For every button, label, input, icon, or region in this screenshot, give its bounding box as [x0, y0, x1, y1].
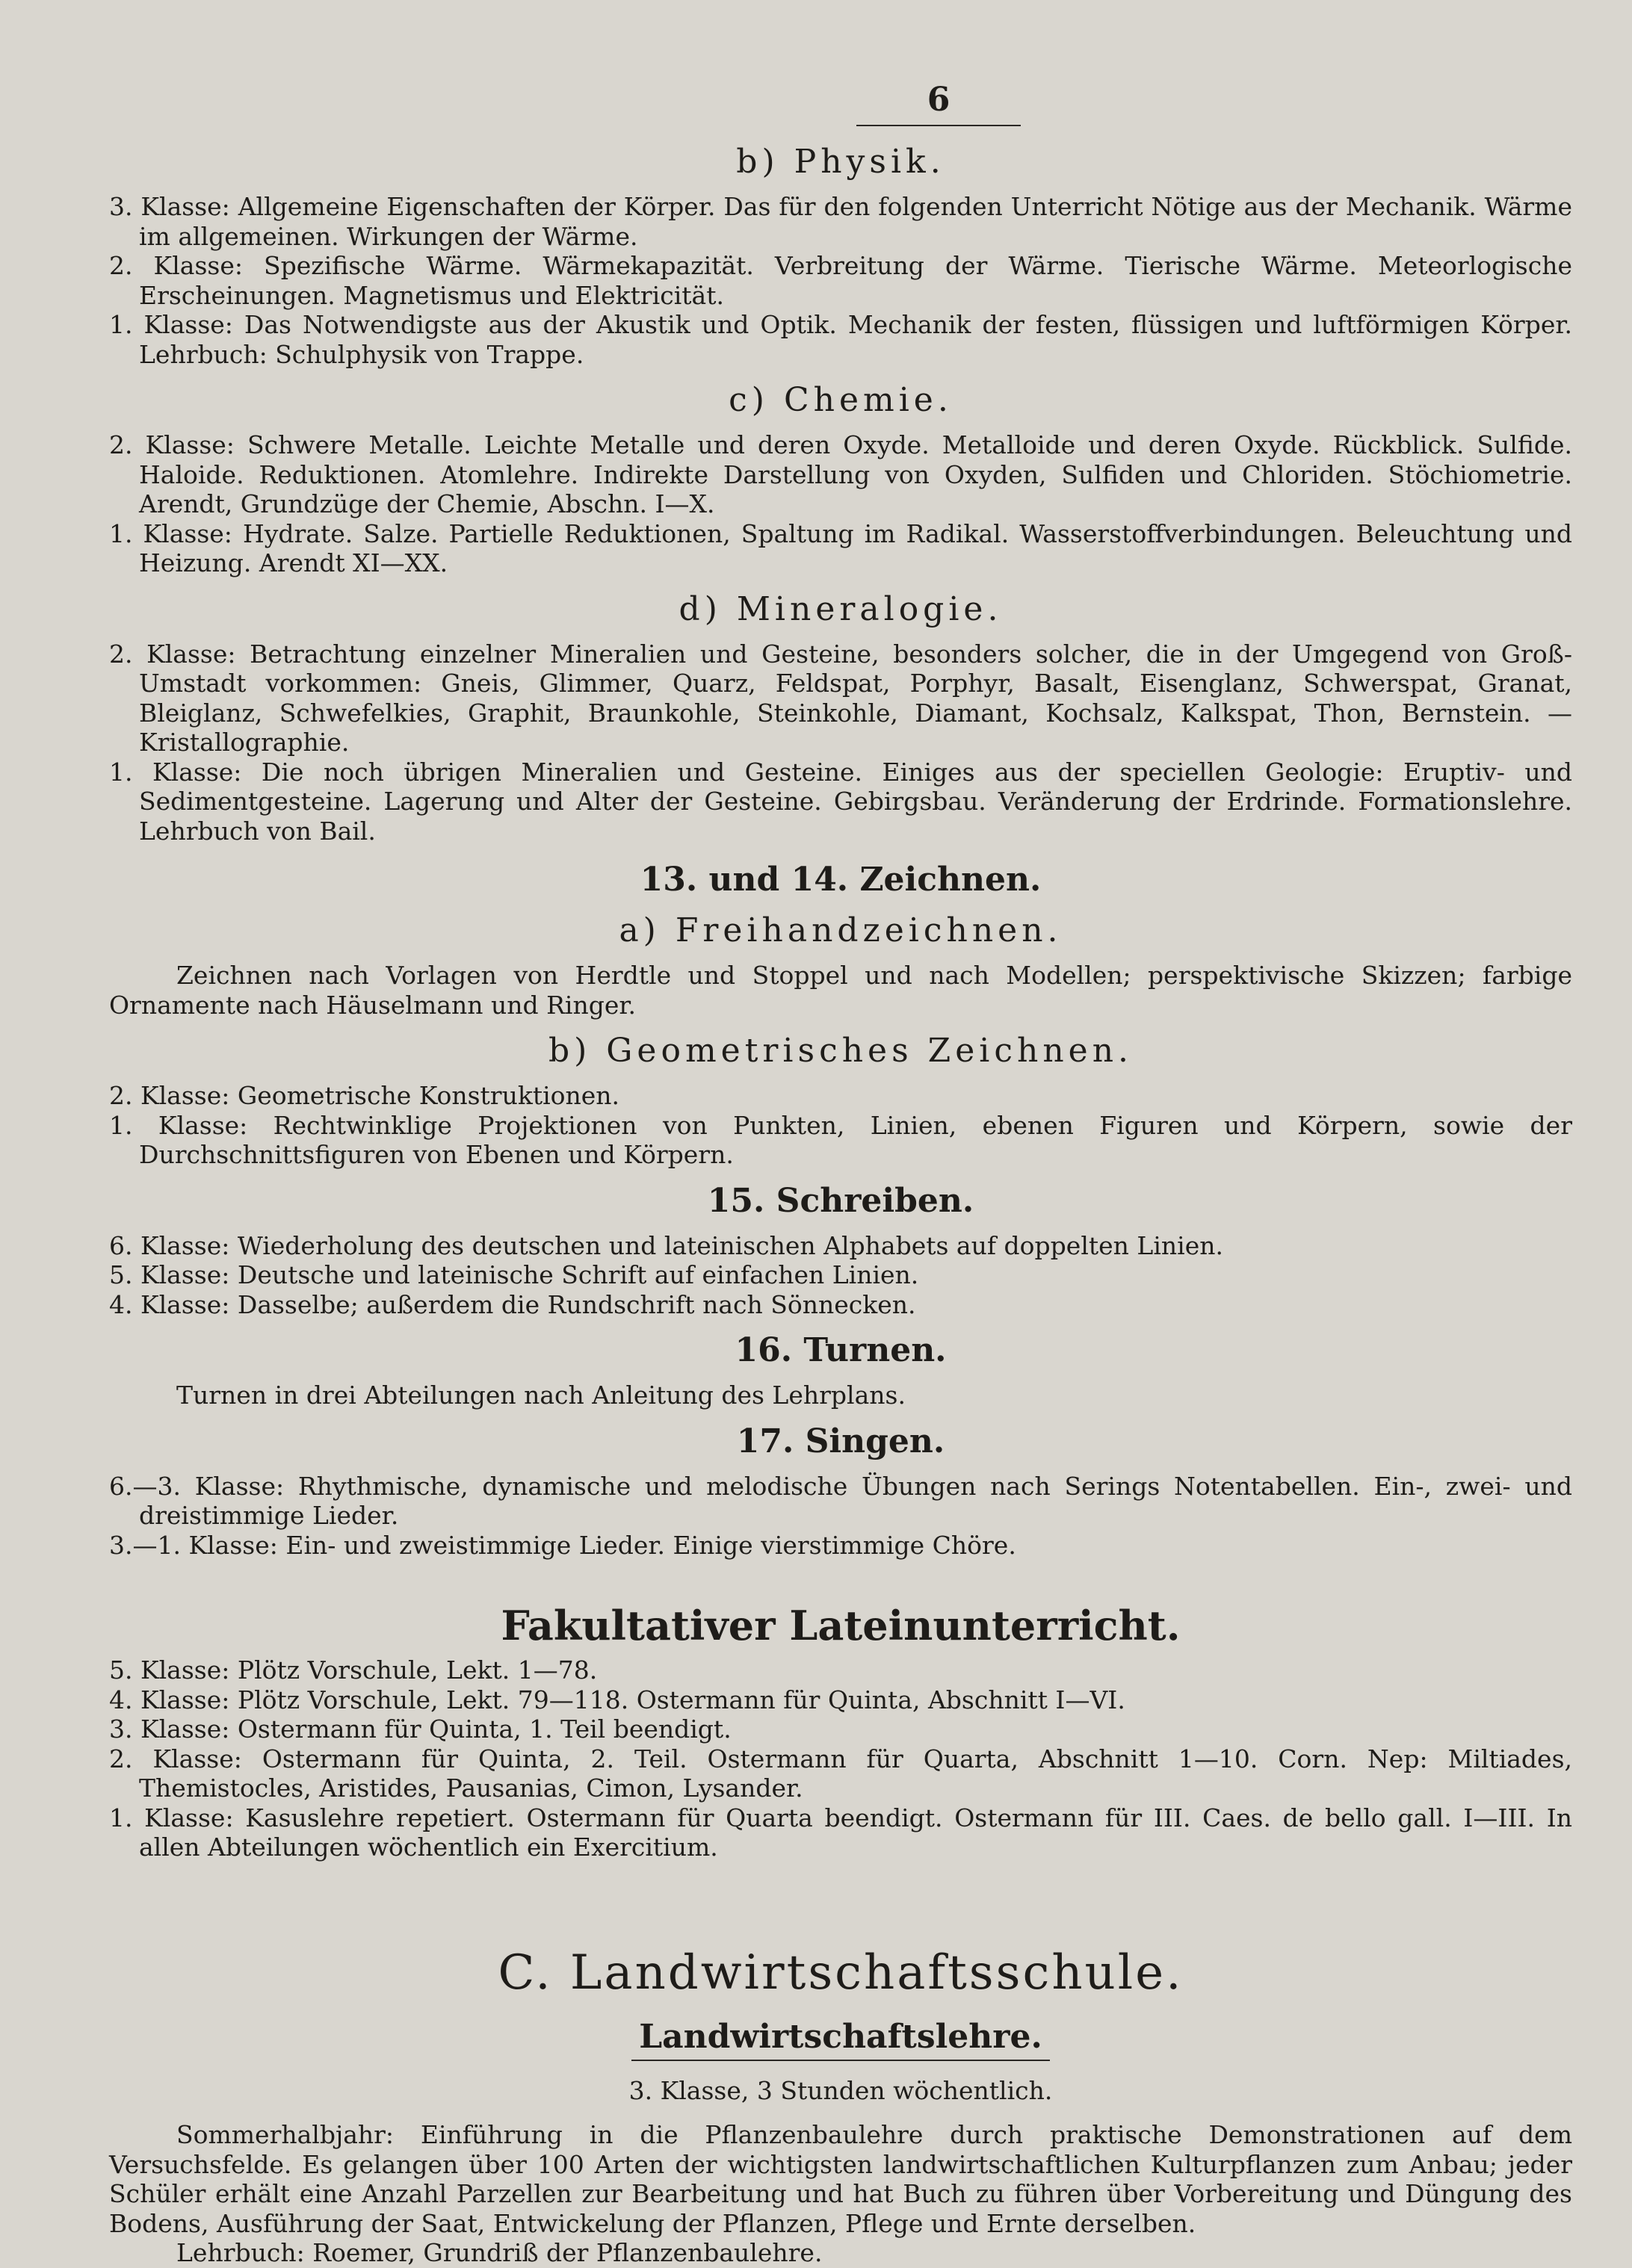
- singen-entry-6-3: 6.—3. Klasse: Rhythmische, dynamische und melodische Übungen nach Serings Notentabellen. Ein-, zwei- und dreistimmige Lieder.: [109, 1471, 1572, 1530]
- schreiben-entry-5: 5. Klasse: Deutsche und lateinische Schrift auf einfachen Linien.: [109, 1260, 919, 1289]
- page-number: 6: [856, 81, 1021, 126]
- physik-heading: b) Physik.: [736, 143, 945, 181]
- latein-entry-2: 2. Klasse: Ostermann für Quinta, 2. Teil. Ostermann für Quarta, Abschnitt 1—10. Corn. Nep: Miltiades, Themistocles, Aristides, Pausanias, Cimon, Lysander.: [109, 1744, 1572, 1803]
- schreiben-entry-6: 6. Klasse: Wiederholung des deutschen und lateinischen Alphabets auf doppelten Linien.: [109, 1230, 1223, 1260]
- mineralogie-entry-1: 1. Klasse: Die noch übrigen Mineralien und Gesteine. Einiges aus der speciellen Geologie: Eruptiv- und Sedimentgesteine. Lagerung und Alter der Gesteine. Gebirgsbau. Veränderung der Erdrinde. Formationslehre. Lehrbuch von Bail.: [109, 757, 1572, 846]
- physik-entry-3: 3. Klasse: Allgemeine Eigenschaften der Körper. Das für den folgenden Unterricht Nötige aus der Mechanik. Wärme im allgemeinen. Wirkungen der Wärme.: [109, 192, 1572, 251]
- latein-entry-3: 3. Klasse: Ostermann für Quinta, 1. Teil beendigt.: [109, 1714, 732, 1744]
- geometrisch-entry-2: 2. Klasse: Geometrische Konstruktionen.: [109, 1081, 620, 1110]
- mineralogie-entry-2: 2. Klasse: Betrachtung einzelner Mineralien und Gesteine, besonders solcher, die in der Umgegend von Groß-Umstadt vorkommen: Gneis, Glimmer, Quarz, Feldspat, Porphyr, Basalt, Eisenglanz, Schwerspat, Granat, Bleiglanz, Schwefelkies, Graphit, Braunkohle, Steinkohle, Diamant, Kochsalz, Kalkspat, Thon, Bernstein. — Kristallographie.: [109, 639, 1572, 757]
- turnen-heading: 16. Turnen.: [735, 1331, 947, 1369]
- geometrisch-entry-1: 1. Klasse: Rechtwinklige Projektionen von Punkten, Linien, ebenen Figuren und Körpern, sowie der Durchschnittsfiguren von Ebenen und Körpern.: [109, 1110, 1572, 1169]
- landwirtschaft-subtitle: Landwirtschaftslehre.: [631, 2016, 1050, 2061]
- zeichnen-heading: 13. und 14. Zeichnen.: [640, 861, 1042, 899]
- latein-entry-4: 4. Klasse: Plötz Vorschule, Lekt. 79—118. Ostermann für Quinta, Abschnitt I—VI.: [109, 1685, 1125, 1714]
- turnen-text: Turnen in drei Abteilungen nach Anleitung des Lehrplans.: [176, 1381, 906, 1410]
- schreiben-entry-4: 4. Klasse: Dasselbe; außerdem die Rundschrift nach Sönnecken.: [109, 1289, 916, 1319]
- latein-entry-5: 5. Klasse: Plötz Vorschule, Lekt. 1—78.: [109, 1655, 598, 1685]
- mineralogie-heading: d) Mineralogie.: [679, 589, 1003, 628]
- physik-entry-2: 2. Klasse: Spezifische Wärme. Wärmekapazität. Verbreitung der Wärme. Tierische Wärme. Meteorlogische Erscheinungen. Magnetismus und Elektricität.: [109, 251, 1572, 310]
- latein-heading: Fakultativer Lateinunterricht.: [501, 1602, 1181, 1649]
- geometrisch-heading: b) Geometrisches Zeichnen.: [548, 1032, 1134, 1070]
- chemie-entry-1: 1. Klasse: Hydrate. Salze. Partielle Reduktionen, Spaltung im Radikal. Wasserstoffverbindungen. Beleuchtung und Heizung. Arendt XI—XX.: [109, 518, 1572, 577]
- latein-entry-1: 1. Klasse: Kasuslehre repetiert. Ostermann für Quarta beendigt. Ostermann für III. Caes. de bello gall. I—III. In allen Abteilungen wöchentlich ein Exercitium.: [109, 1803, 1572, 1862]
- landwirtschaft-text: Sommerhalbjahr: Einführung in die Pflanzenbaulehre durch praktische Demonstrationen auf dem Versuchsfelde. Es gelangen über 100 Arten der wichtigsten landwirtschaftlichen Kulturpflanzen zum Anbau; jeder Schüler erhält eine Anzahl Parzellen zur Bearbeitung und hat Buch zu führen über Vorbereitung und Düngung des Bodens, Ausführung der Saat, Entwickelung der Pflanzen, Pflege und Ernte derselben.: [109, 2120, 1572, 2238]
- singen-entry-3-1: 3.—1. Klasse: Ein- und zweistimmige Lieder. Einige vierstimmige Chöre.: [109, 1530, 1016, 1560]
- landwirtschaft-lehrbuch: Lehrbuch: Roemer, Grundriß der Pflanzenbaulehre.: [176, 2238, 823, 2267]
- freihand-heading: a) Freihandzeichnen.: [619, 911, 1063, 949]
- physik-entry-1: 1. Klasse: Das Notwendigste aus der Akustik und Optik. Mechanik der festen, flüssigen und luftförmigen Körper. Lehrbuch: Schulphysik von Trappe.: [109, 310, 1572, 369]
- schreiben-heading: 15. Schreiben.: [707, 1181, 974, 1220]
- landwirtschaft-heading: C. Landwirtschaftsschule.: [498, 1945, 1184, 2001]
- singen-heading: 17. Singen.: [736, 1422, 945, 1460]
- freihand-text: Zeichnen nach Vorlagen von Herdtle und Stoppel und nach Modellen; perspektivische Skizzen; farbige Ornamente nach Häuselmann und Ringer.: [109, 961, 1572, 1020]
- chemie-heading: c) Chemie.: [729, 381, 953, 419]
- chemie-entry-2: 2. Klasse: Schwere Metalle. Leichte Metalle und deren Oxyde. Metalloide und deren Oxyde. Rückblick. Sulfide. Haloide. Reduktionen. Atomlehre. Indirekte Darstellung von Oxyden, Sulfiden und Chloriden. Stöchiometrie. Arendt, Grundzüge der Chemie, Abschn. I—X.: [109, 430, 1572, 518]
- landwirtschaft-klasse: 3. Klasse, 3 Stunden wöchentlich.: [628, 2075, 1053, 2105]
